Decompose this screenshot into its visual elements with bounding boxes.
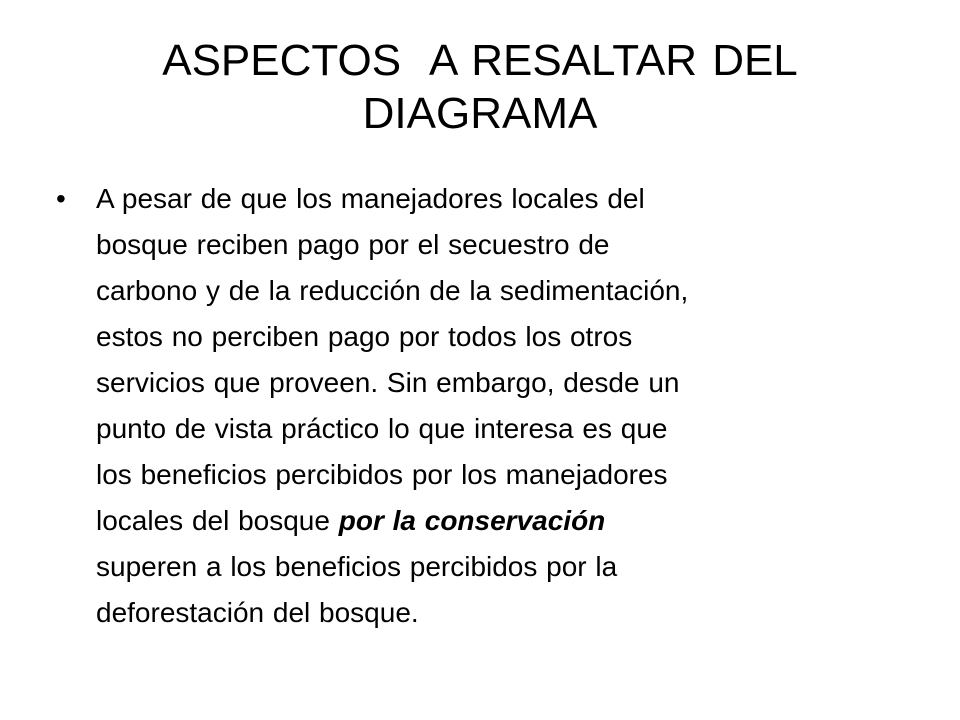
paragraph-line-1: A pesar de que los manejadores locales del <box>96 183 645 214</box>
paragraph-line-4: estos no perciben pago por todos los otros <box>96 321 633 352</box>
paragraph-line-9: superen a los beneficios percibidos por la <box>96 551 618 582</box>
paragraph-line-3: carbono y de la reducción de la sedimentación, <box>96 275 689 306</box>
paragraph-line-2: bosque reciben pago por el secuestro de <box>96 229 610 260</box>
slide-title <box>60 34 900 140</box>
paragraph-line-6: punto de vista práctico lo que interesa es que <box>96 413 668 444</box>
title-line-2: DIAGRAMA <box>362 89 598 138</box>
emphasis-text: por la conservación <box>338 505 606 536</box>
bullet-icon: • <box>56 183 66 214</box>
paragraph-line-7: los beneficios percibidos por los manejadores <box>96 459 668 490</box>
paragraph-line-5: servicios que proveen. Sin embargo, desde un <box>96 367 680 398</box>
title-line-1: ASPECTOS A RESALTAR DEL <box>162 36 798 85</box>
paragraph-line-10: deforestación del bosque. <box>96 597 419 628</box>
paragraph-line-8 <box>96 498 876 544</box>
bullet-item <box>56 176 876 636</box>
paragraph-line-8-text: locales del bosque <box>96 505 339 536</box>
bullet-list <box>56 176 876 636</box>
